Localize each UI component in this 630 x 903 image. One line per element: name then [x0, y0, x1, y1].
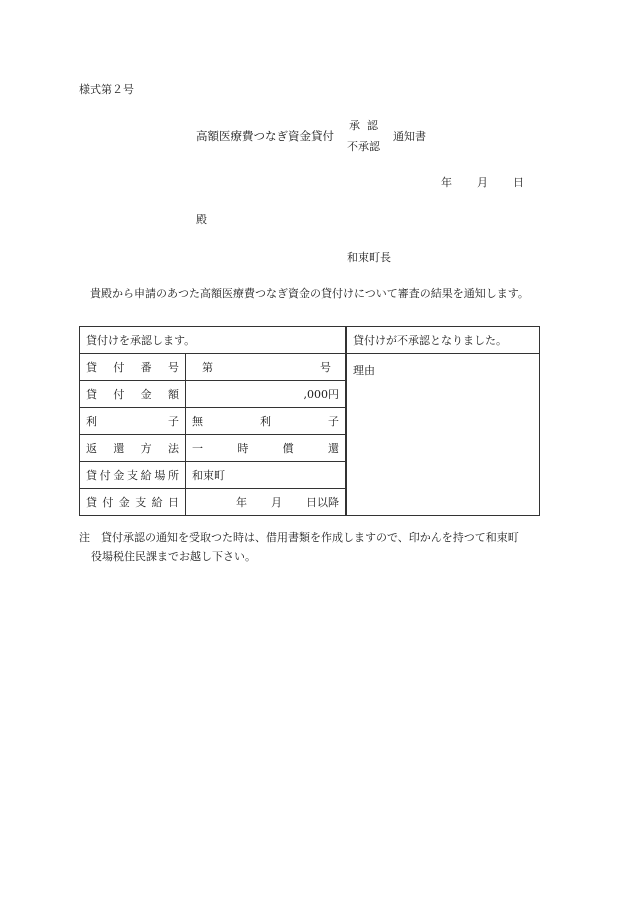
footnote-text-2: 役場税住民課までお越し下さい。: [91, 550, 256, 563]
reason-label: 理由: [353, 364, 375, 377]
row-value-repayment: 一時償還: [186, 435, 347, 462]
approval-option-not-approved: 不承認: [347, 140, 380, 153]
loan-number-prefix: 第: [202, 361, 213, 374]
date-day: 日: [513, 176, 524, 189]
notice-title: 高額医療費つなぎ資金貸付: [196, 129, 334, 143]
row-value-interest: 無利子: [186, 408, 347, 435]
footnote-text-1: 貸付承認の通知を受取つた時は、借用書類を作成しますので、印かんを持つて和束町: [101, 531, 519, 544]
payment-date-day: 日以降: [306, 496, 339, 509]
reason-cell: [346, 354, 540, 516]
payment-date-year: 年: [236, 496, 247, 509]
row-label-loan-number: 貸付番号: [80, 354, 186, 381]
loan-number-suffix: 号: [320, 361, 331, 374]
body-text: 貴殿から申請のあつた高額医療費つなぎ資金の貸付けについて審査の結果を通知します。: [90, 287, 529, 300]
footnote-lead: 注: [79, 531, 90, 544]
footnote: [79, 528, 559, 566]
issuer: 和束町長: [347, 251, 391, 264]
row-value-loan-number: [186, 354, 347, 381]
row-label-payment-place: 貸付金支給場所: [80, 462, 186, 489]
addressee: 殿: [196, 213, 207, 226]
form-number: 様式第２号: [79, 83, 134, 96]
issue-date: [441, 174, 524, 190]
not-approved-header: 貸付けが不承認となりました。: [346, 327, 540, 354]
payment-date-month: 月: [271, 496, 282, 509]
date-year: 年: [441, 176, 452, 189]
row-label-interest: 利子: [80, 408, 186, 435]
approval-option-approved: 承認: [349, 119, 385, 132]
row-label-repayment: 返還方法: [80, 435, 186, 462]
row-label-payment-date: 貸付金支給日: [80, 489, 186, 516]
row-value-payment-place: 和束町: [186, 462, 347, 489]
row-value-loan-amount: ,000円: [186, 381, 347, 408]
approved-header: 貸付けを承認します。: [80, 327, 347, 354]
row-value-payment-date: [186, 489, 347, 516]
row-label-loan-amount: 貸付金額: [80, 381, 186, 408]
result-table: [79, 326, 540, 516]
notice-suffix: 通知書: [393, 130, 426, 143]
date-month: 月: [477, 176, 488, 189]
